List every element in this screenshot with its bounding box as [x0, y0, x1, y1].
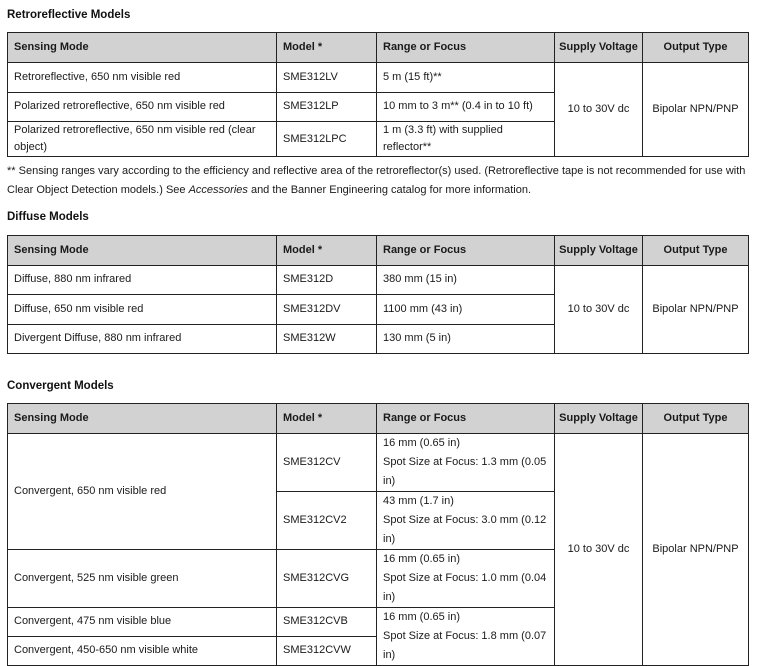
header-model: Model *: [277, 236, 377, 266]
model-cell: SME312W: [277, 325, 377, 354]
sensing-mode-cell: Convergent, 475 nm visible blue: [8, 608, 277, 637]
model-cell: SME312LP: [277, 93, 377, 122]
model-cell: SME312D: [277, 266, 377, 295]
supply-voltage-cell: 10 to 30V dc: [555, 63, 643, 157]
diffuse-heading: Diffuse Models: [7, 211, 89, 223]
sensing-mode-cell: Convergent, 450-650 nm visible white: [8, 637, 277, 666]
sensing-mode-cell: Polarized retroreflective, 650 nm visible red (clear object): [8, 122, 277, 157]
header-supply-voltage: Supply Voltage: [555, 33, 643, 63]
output-type-cell: Bipolar NPN/PNP: [643, 434, 749, 666]
table-row: [8, 63, 749, 93]
table-header-row: [8, 236, 749, 266]
header-supply-voltage: Supply Voltage: [555, 236, 643, 266]
sensing-mode-cell: Convergent, 525 nm visible green: [8, 550, 277, 608]
range-cell: 1 m (3.3 ft) with supplied reflector**: [377, 122, 555, 157]
header-supply-voltage: Supply Voltage: [555, 404, 643, 434]
header-model: Model *: [277, 404, 377, 434]
footnote-text-1: ** Sensing ranges vary according to the efficiency and reflective area of the retroreflector(s) used. (Retroreflective tape is not recommended for use with Clear Object Detection models.) See: [7, 165, 746, 196]
table-header-row: [8, 33, 749, 63]
sensing-mode-cell: Polarized retroreflective, 650 nm visible red: [8, 93, 277, 122]
retroreflective-table: [7, 32, 749, 157]
convergent-heading: Convergent Models: [7, 380, 114, 392]
footnote: [7, 162, 752, 200]
table-row: [8, 434, 749, 492]
supply-voltage-cell: 10 to 30V dc: [555, 266, 643, 354]
range-cell: [377, 492, 555, 550]
spot-size: Spot Size at Focus: 3.0 mm (0.12 in): [383, 514, 547, 545]
supply-voltage-cell: 10 to 30V dc: [555, 434, 643, 666]
footnote-text-2: and the Banner Engineering catalog for more information.: [247, 184, 532, 196]
model-cell: SME312CVB: [277, 608, 377, 637]
retroreflective-heading: Retroreflective Models: [7, 9, 131, 21]
header-range: Range or Focus: [377, 236, 555, 266]
range-cell: 5 m (15 ft)**: [377, 63, 555, 93]
range-cell: [377, 550, 555, 608]
sensing-mode-cell: Retroreflective, 650 nm visible red: [8, 63, 277, 93]
model-cell: SME312CVW: [277, 637, 377, 666]
range-cell: 10 mm to 3 m** (0.4 in to 10 ft): [377, 93, 555, 122]
output-type-cell: Bipolar NPN/PNP: [643, 63, 749, 157]
spot-size: Spot Size at Focus: 1.0 mm (0.04 in): [383, 572, 547, 603]
sensing-mode-cell: Diffuse, 880 nm infrared: [8, 266, 277, 295]
model-cell: SME312LPC: [277, 122, 377, 157]
header-sensing-mode: Sensing Mode: [8, 236, 277, 266]
range-value: 16 mm (0.65 in): [383, 437, 461, 449]
table-header-row: [8, 404, 749, 434]
range-cell: 130 mm (5 in): [377, 325, 555, 354]
model-cell: SME312CV: [277, 434, 377, 492]
sensing-mode-cell: Convergent, 650 nm visible red: [8, 434, 277, 550]
diffuse-table: [7, 235, 749, 354]
header-output-type: Output Type: [643, 404, 749, 434]
output-type-cell: Bipolar NPN/PNP: [643, 266, 749, 354]
convergent-table: [7, 403, 749, 666]
range-value: 16 mm (0.65 in): [383, 611, 461, 623]
spot-size: Spot Size at Focus: 1.3 mm (0.05 in): [383, 456, 547, 487]
header-output-type: Output Type: [643, 236, 749, 266]
spot-size: Spot Size at Focus: 1.8 mm (0.07 in): [383, 630, 547, 661]
model-cell: SME312LV: [277, 63, 377, 93]
model-cell: SME312CV2: [277, 492, 377, 550]
model-cell: SME312CVG: [277, 550, 377, 608]
model-cell: SME312DV: [277, 295, 377, 325]
sensing-mode-cell: Divergent Diffuse, 880 nm infrared: [8, 325, 277, 354]
range-value: 16 mm (0.65 in): [383, 553, 461, 565]
range-value: 43 mm (1.7 in): [383, 495, 454, 507]
header-range: Range or Focus: [377, 404, 555, 434]
header-sensing-mode: Sensing Mode: [8, 33, 277, 63]
range-cell: [377, 608, 555, 666]
range-cell: 1100 mm (43 in): [377, 295, 555, 325]
accessories-reference: Accessories: [188, 184, 248, 196]
range-cell: 380 mm (15 in): [377, 266, 555, 295]
header-sensing-mode: Sensing Mode: [8, 404, 277, 434]
header-output-type: Output Type: [643, 33, 749, 63]
header-model: Model *: [277, 33, 377, 63]
header-range: Range or Focus: [377, 33, 555, 63]
table-row: [8, 266, 749, 295]
sensing-mode-cell: Diffuse, 650 nm visible red: [8, 295, 277, 325]
range-cell: [377, 434, 555, 492]
